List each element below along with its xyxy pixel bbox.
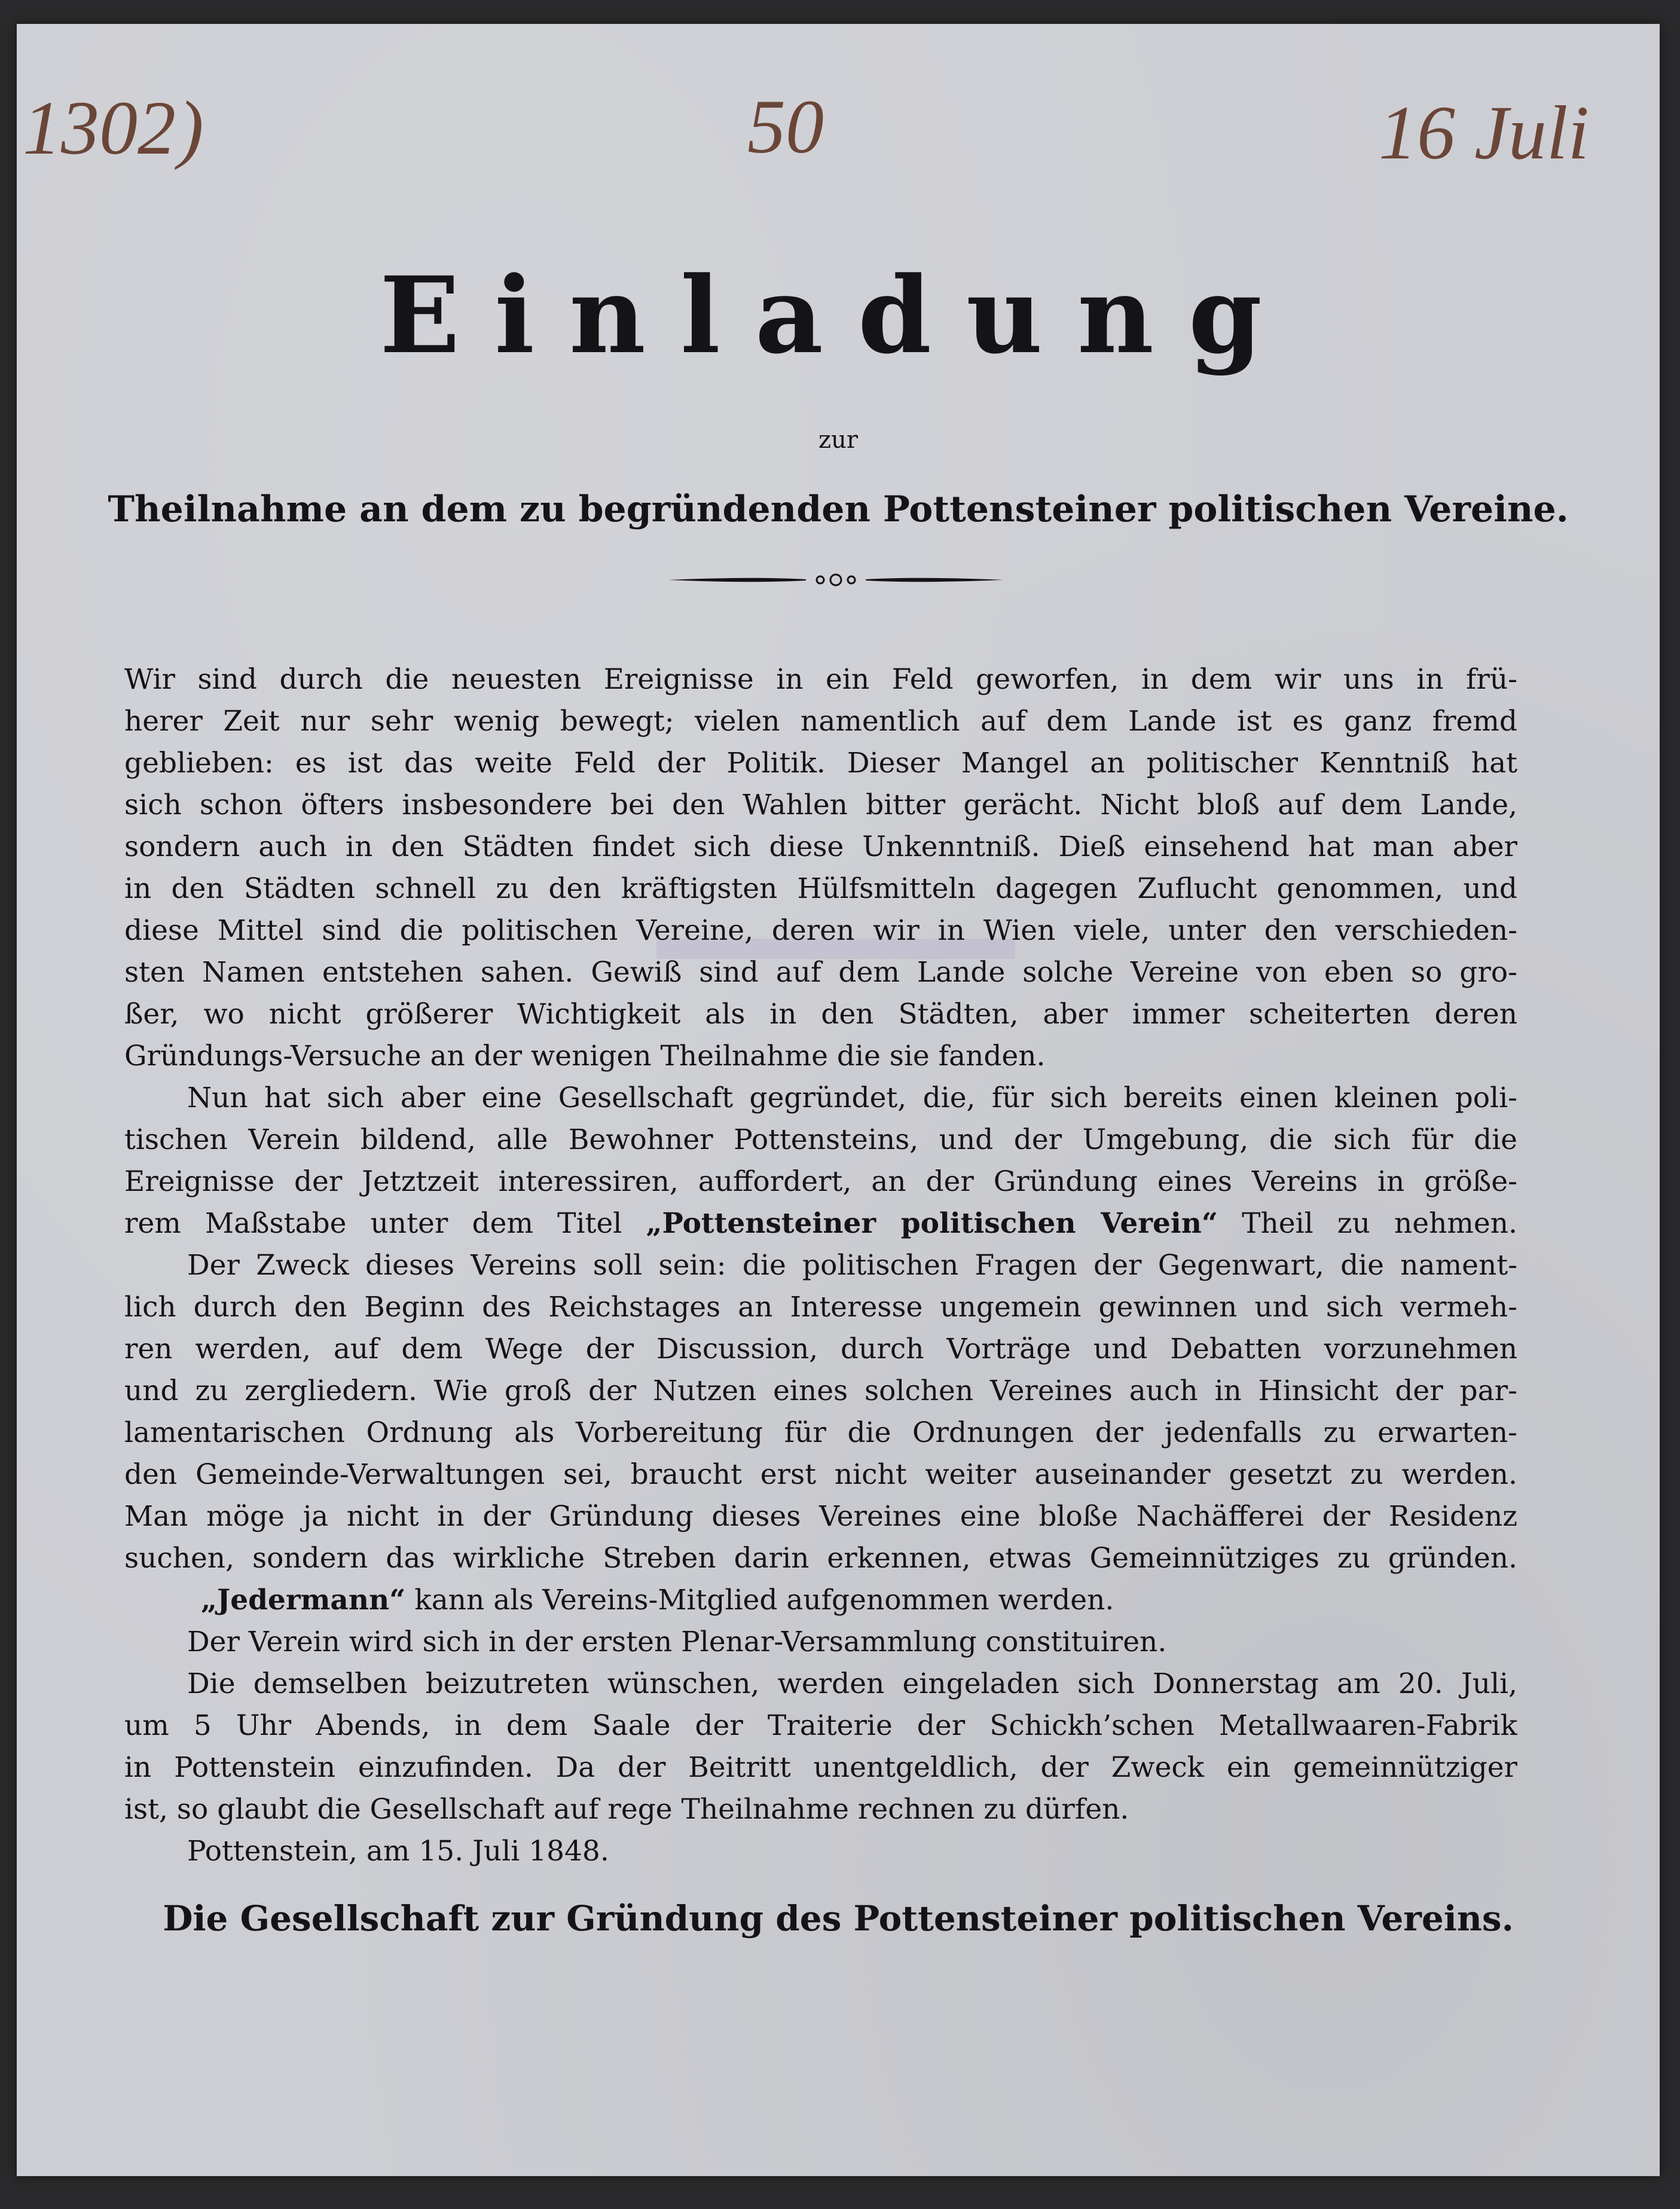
title-connector: zur (818, 426, 858, 454)
body-line: ßer, wo nicht größerer Wichtigkeit als in den Städten, aber immer scheiterten deren (124, 998, 1517, 1031)
jedermann-emphasis: „Jedermann“ (201, 1584, 406, 1617)
body-line: lich durch den Beginn des Reichstages an Interesse ungemein gewinnen und sich vermeh- (124, 1291, 1517, 1324)
body-line: um 5 Uhr Abends, in dem Saale der Traiterie der Schickh’schen Metallwaaren-Fabrik (124, 1709, 1517, 1742)
body-line: den Gemeinde-Verwaltungen sei, braucht erst nicht weiter auseinander gesetzt zu werden. (124, 1458, 1517, 1491)
body-line: ren werden, auf dem Wege der Discussion, durch Vorträge und Debatten vorzunehmen (124, 1333, 1517, 1365)
body-line: suchen, sondern das wirkliche Streben darin erkennen, etwas Gemeinnütziges zu gründen. (124, 1542, 1517, 1575)
body-line: und zu zergliedern. Wie groß der Nutzen eines solchen Vereines auch in Hinsicht der par- (124, 1374, 1517, 1407)
body-text (124, 659, 1517, 1872)
document-sheet (17, 24, 1660, 2176)
body-line: in den Städten schnell zu den kräftigsten Hülfsmitteln dagegen Zuflucht genommen, und (124, 872, 1517, 905)
body-line: Ereignisse der Jetztzeit interessiren, auffordert, an der Gründung eines Vereins in größe- (124, 1165, 1517, 1198)
archive-number-text: 1302 (23, 85, 176, 170)
body-line: Gründungs-Versuche an der wenigen Theilnahme die sie fanden. (124, 1040, 1046, 1073)
body-segment: rem Maßstabe unter dem Titel (124, 1207, 622, 1240)
body-line: sich schon öfters insbesondere bei den Wahlen bitter gerächt. Nicht bloß auf dem Lande, (124, 789, 1517, 821)
paren-mark: ) (178, 85, 204, 170)
signature-line: Die Gesellschaft zur Gründung des Pottensteiner politischen Vereins. (163, 1898, 1514, 1939)
body-line: herer Zeit nur sehr wenig bewegt; vielen namentlich auf dem Lande ist es ganz fremd (124, 705, 1517, 738)
body-line: Nun hat sich aber eine Gesellschaft gegründet, die, für sich bereits einen kleinen poli- (187, 1081, 1517, 1114)
handwritten-date: 16 Juli (1379, 90, 1589, 175)
body-line: Die demselben beizutreten wünschen, werden eingeladen sich Donnerstag am 20. Juli, (187, 1667, 1517, 1700)
handwritten-page-number: 50 (747, 84, 824, 169)
association-name: „Pottensteiner politischen Verein“ (646, 1207, 1218, 1240)
ornament-divider (668, 568, 1003, 592)
date-line: Pottenstein, am 15. Juli 1848. (187, 1835, 609, 1868)
body-segment: Theil zu nehmen. (1242, 1207, 1517, 1240)
body-line: Wir sind durch die neuesten Ereignisse in ein Feld geworfen, in dem wir uns in frü- (124, 663, 1517, 696)
body-line: geblieben: es ist das weite Feld der Politik. Dieser Mangel an politischer Kenntniß hat (124, 747, 1517, 780)
body-line: Man möge ja nicht in der Gründung dieses Vereines eine bloße Nachäfferei der Residenz (124, 1500, 1517, 1533)
body-line: sondern auch in den Städten findet sich diese Unkenntniß. Dieß einsehend hat man aber (124, 830, 1517, 863)
body-line: Der Zweck dieses Vereins soll sein: die politischen Fragen der Gegenwart, die nament- (187, 1249, 1517, 1282)
body-line: sten Namen entstehen sahen. Gewiß sind auf dem Lande solche Vereine von eben so gro- (124, 956, 1517, 989)
body-line: diese Mittel sind die politischen Vereine, deren wir in Wien viele, unter den verschieden- (124, 914, 1517, 947)
body-line: tischen Verein bildend, alle Bewohner Pottensteins, und der Umgebung, die sich für die (124, 1123, 1517, 1156)
body-line-membership (124, 1579, 1517, 1621)
body-line: lamentarischen Ordnung als Vorbereitung für die Ordnungen der jedenfalls zu erwarten- (124, 1416, 1517, 1449)
body-line-with-title (124, 1203, 1517, 1245)
body-segment: kann als Vereins-Mitglied aufgenommen werden. (414, 1584, 1114, 1617)
body-line: Der Verein wird sich in der ersten Plenar-Versammlung constituiren. (187, 1626, 1167, 1658)
document-title: Einladung (380, 253, 1297, 377)
body-line: ist, so glaubt die Gesellschaft auf rege Theilnahme rechnen zu dürfen. (124, 1793, 1129, 1826)
body-line: in Pottenstein einzufinden. Da der Beitritt unentgeldlich, der Zweck ein gemeinnütziger (124, 1751, 1517, 1784)
document-subtitle: Theilnahme an dem zu begründenden Pottensteiner politischen Vereine. (108, 488, 1569, 530)
handwritten-archive-number (23, 85, 204, 170)
